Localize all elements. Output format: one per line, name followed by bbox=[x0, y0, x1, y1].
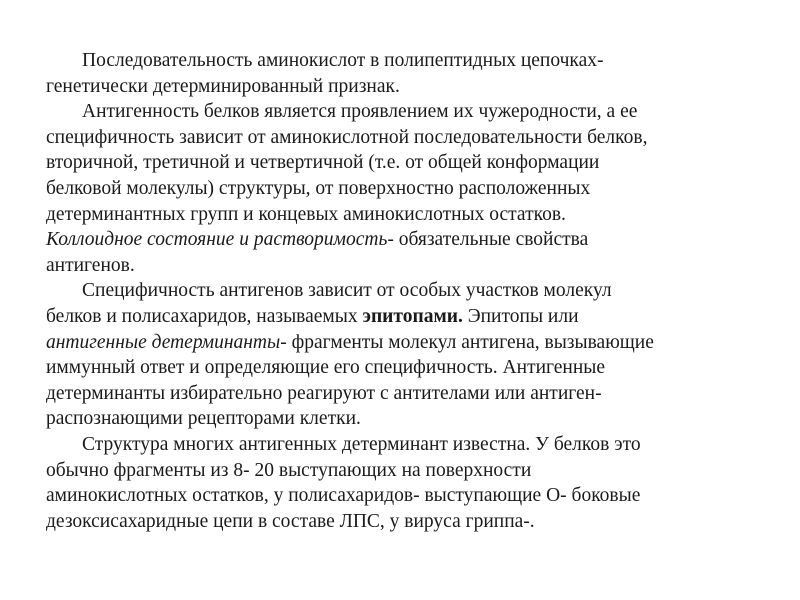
paragraph-2-line-7: антигенов. bbox=[46, 254, 135, 276]
paragraph-2-line-4: белковой молекулы) структуры, от поверхностно расположенных bbox=[46, 177, 591, 199]
paragraph-3-line-4: иммунный ответ и определяющие его специфичность. Антигенные bbox=[46, 357, 606, 379]
paragraph-4-line-4: дезоксисахаридные цепи в составе ЛПС, у вируса гриппа-. bbox=[46, 510, 535, 532]
paragraph-3-line-2 bbox=[46, 304, 766, 330]
determinant-term: антигенные детерминанты bbox=[46, 331, 281, 353]
epitope-pre: белков и полисахаридов, называемых bbox=[46, 305, 363, 327]
paragraph-2-line-2: специфичность зависит от аминокислотной последовательности белков, bbox=[46, 126, 648, 148]
paragraph-2-line-3: вторичной, третичной и четвертичной (т.е. от общей конформации bbox=[46, 152, 600, 174]
paragraph-1-line-1: Последовательность аминокислот в полипептидных цепочках- bbox=[82, 50, 604, 71]
text-block bbox=[46, 48, 766, 534]
epitope-post: Эпитопы или bbox=[462, 305, 579, 327]
paragraph-4-line-3: аминокислотных остатков, у полисахаридов- выступающие О- боковые bbox=[46, 485, 641, 507]
paragraph-4-line-2: обычно фрагменты из 8- 20 выступающих на поверхности bbox=[46, 459, 532, 481]
colloid-term: Коллоидное состояние и растворимость bbox=[46, 229, 388, 251]
paragraph-3-line-5: детерминанты избирательно реагируют с антителами или антиген- bbox=[46, 382, 602, 404]
paragraph-1-line-2: генетически детерминированный признак. bbox=[46, 75, 400, 97]
colloid-rest: - обязательные свойства bbox=[387, 229, 589, 251]
paragraph-3-line-6: распознающими рецепторами клетки. bbox=[46, 408, 361, 430]
paragraph-2-line-6 bbox=[46, 227, 766, 253]
paragraph-2-line-5: детерминантных групп и концевых аминокислотных остатков. bbox=[46, 203, 566, 225]
paragraph-3-line-1: Специфичность антигенов зависит от особых участков молекул bbox=[82, 280, 612, 302]
paragraph-4-line-1: Структура многих антигенных детерминант известна. У белков это bbox=[82, 433, 641, 455]
determinant-rest: - фрагменты молекул антигена, вызывающие bbox=[280, 331, 654, 353]
paragraph-2-line-1: Антигенность белков является проявлением их чужеродности, а ее bbox=[82, 101, 638, 123]
epitope-term: эпитопами. bbox=[362, 305, 463, 327]
paragraph-3-line-3 bbox=[46, 330, 766, 356]
